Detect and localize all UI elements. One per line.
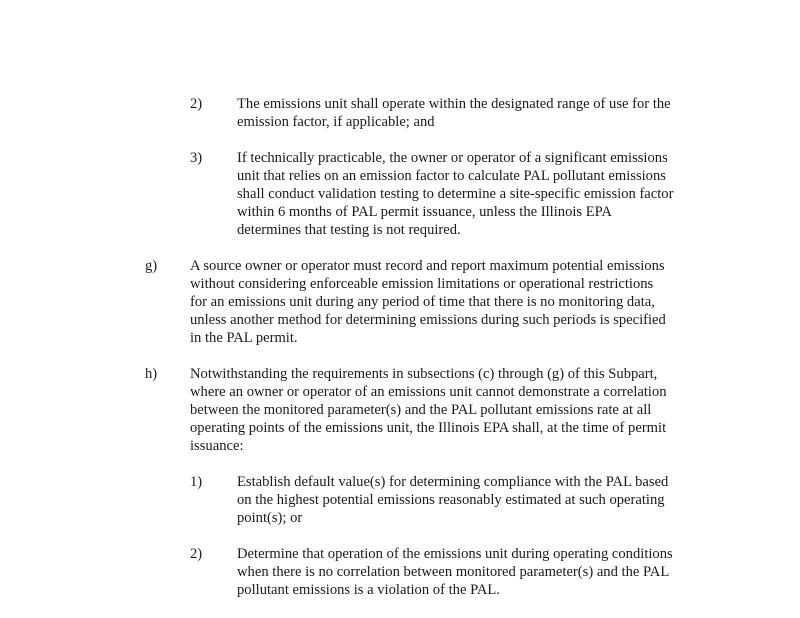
item-marker: g) bbox=[145, 258, 158, 274]
text-line: between the monitored parameter(s) and the PAL pollutant emissions rate at all bbox=[190, 402, 652, 418]
text-line: If technically practicable, the owner or operator of a significant emissions bbox=[237, 150, 668, 166]
text-line: within 6 months of PAL permit issuance, unless the Illinois EPA bbox=[237, 204, 612, 220]
item-text bbox=[237, 545, 673, 599]
text-line: in the PAL permit. bbox=[190, 330, 298, 346]
item-text bbox=[190, 257, 666, 347]
item-text bbox=[237, 149, 673, 239]
text-line: operating points of the emissions unit, the Illinois EPA shall, at the time of permit bbox=[190, 420, 667, 436]
text-line: when there is no correlation between monitored parameter(s) and the PAL bbox=[237, 564, 670, 580]
item-text bbox=[237, 473, 668, 527]
item-marker: 3) bbox=[190, 150, 203, 166]
text-line: emission factor, if applicable; and bbox=[237, 114, 435, 130]
item-marker: 1) bbox=[190, 474, 203, 490]
text-line: The emissions unit shall operate within the designated range of use for the bbox=[237, 96, 671, 112]
text-line: shall conduct validation testing to determine a site-specific emission factor bbox=[237, 186, 674, 202]
item-marker: 2) bbox=[190, 96, 203, 112]
text-line: Determine that operation of the emissions unit during operating conditions bbox=[237, 546, 673, 562]
text-line: without considering enforceable emission limitations or operational restrictions bbox=[190, 276, 654, 292]
text-line: on the highest potential emissions reasonably estimated at such operating bbox=[237, 492, 665, 508]
item-marker: h) bbox=[145, 366, 158, 382]
text-line: unit that relies on an emission factor to calculate PAL pollutant emissions bbox=[237, 168, 666, 184]
text-line: for an emissions unit during any period of time that there is no monitoring data, bbox=[190, 294, 655, 310]
text-line: Notwithstanding the requirements in subsections (c) through (g) of this Subpart, bbox=[190, 366, 658, 382]
text-line: determines that testing is not required. bbox=[237, 222, 461, 238]
text-line: point(s); or bbox=[237, 510, 303, 526]
item-marker: 2) bbox=[190, 546, 203, 562]
text-line: pollutant emissions is a violation of the PAL. bbox=[237, 582, 500, 598]
item-text bbox=[237, 95, 671, 131]
text-line: A source owner or operator must record and report maximum potential emissions bbox=[190, 258, 665, 274]
item-text bbox=[190, 365, 667, 455]
text-line: unless another method for determining emissions during such periods is specified bbox=[190, 312, 666, 328]
text-line: Establish default value(s) for determining compliance with the PAL based bbox=[237, 474, 669, 490]
text-line: where an owner or operator of an emissions unit cannot demonstrate a correlation bbox=[190, 384, 667, 400]
text-line: issuance: bbox=[190, 438, 244, 454]
